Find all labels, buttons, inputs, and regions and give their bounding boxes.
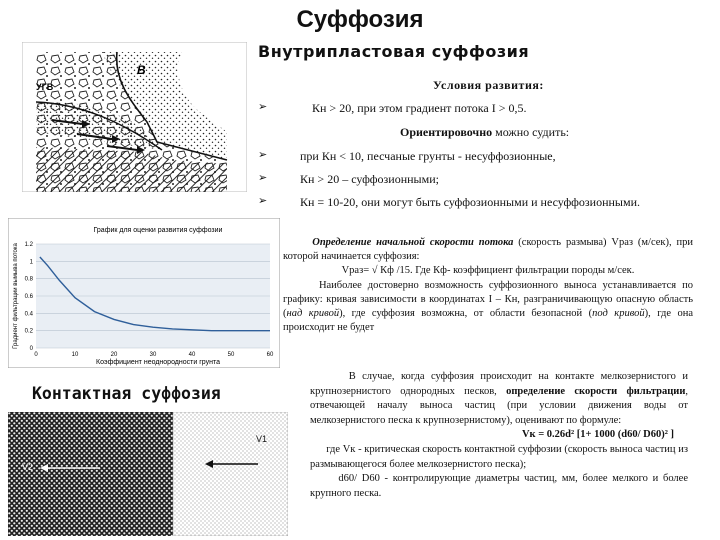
suffosion-diagram [22, 42, 247, 192]
contact-text-2: , отвечающей началу выноса частиц (при условии движения воды от мелкозернистого песка к крупнозернистому), оценивают по формуле: [310, 385, 688, 426]
velocity-formula: Vраз= √ Кф /15. Где Кф- коэффициент фильтрации породы м/сек. [341, 265, 635, 277]
arrow-bullet-icon: ➢ [258, 148, 268, 161]
oriented-rest: можно судить: [492, 125, 570, 139]
velocity-paragraph [283, 236, 693, 335]
page-title: Суффозия [296, 6, 424, 33]
arrow-bullet-icon: ➢ [258, 100, 268, 113]
velocity-italic-1: над кривой [286, 308, 340, 320]
contact-label-v1: V1 [256, 434, 268, 444]
arrow-bullet-icon: ➢ [258, 194, 268, 207]
chart-ytick-label: 0.6 [24, 294, 33, 300]
section-subtitle: Внутрипластовая суффозия [258, 42, 530, 61]
contact-label-v2: V2 [22, 462, 34, 472]
chart-ytick-label: 0.4 [24, 311, 33, 318]
velocity-text-4: ), где суффозия возможна, от области безопасной ( [339, 308, 593, 320]
chart-xtick-label: 10 [71, 352, 79, 358]
velocity-text-3: Наиболее достоверно возможность суффозионного выноса устанавливается по графику: кривая зависимости в координатах I – Кн, разграничивающую опасную область ( [283, 279, 693, 320]
contact-text-4: d60/ D60 - контролирующие диаметры частиц, мм, более мелкого и более крупного песка. [310, 473, 688, 499]
contact-formula: Vк = 0.26d² [1+ 1000 (d60/ D60)² ] [521, 429, 674, 441]
contact-text-1: В случае, когда суффозия происходит на контакте мелкозернистого и крупнозернистого однородных песков, [310, 371, 688, 397]
contact-text-3: где Vк - критическая скорость контактной суффозии (скорость выноса частиц из размывающегося более мелкозернистого песка); [310, 443, 689, 470]
chart-xtick-label: 20 [110, 352, 118, 358]
condition-item-1: Кн > 20, при этом градиент потока I > 0,5. [312, 101, 527, 115]
velocity-italic-2: под кривой [592, 308, 645, 320]
chart-ytick-label: 0 [29, 346, 33, 352]
conditions-title: Условия развития: [433, 78, 544, 92]
chart-title: График для оценки развития суффозии [93, 227, 223, 234]
chart-ytick-label: 1 [29, 259, 33, 266]
chart-xtick-label: 50 [227, 352, 235, 358]
chart-ylabel: Градиент фильтрации вымыва потока [13, 243, 19, 349]
velocity-heading: Определение начальной скорости потока [312, 237, 514, 248]
condition-item-3: Кн > 20 – суффозионными; [300, 172, 439, 186]
oriented-line [400, 125, 569, 140]
condition-item-4: Кн = 10-20, они могут быть суффозионными и несуффозионными. [300, 195, 641, 209]
arrow-bullet-icon: ➢ [258, 171, 268, 184]
diagram-label-b: B [137, 63, 146, 77]
velocity-text-1: (скорость размыва) Vраз (м/сек), при которой начинается суффозия: [283, 237, 694, 263]
chart-xtick-label: 0 [34, 352, 38, 358]
contact-suffosion-title: Контактная суффозия [32, 384, 221, 403]
chart-xtick-label: 60 [266, 352, 274, 358]
chart-ytick-label: 0.8 [24, 276, 33, 283]
chart-xtick-label: 30 [149, 352, 157, 358]
chart-ytick-label: 0.2 [24, 328, 33, 335]
oriented-bold: Ориентировочно [400, 125, 493, 139]
suffosion-chart [8, 218, 280, 368]
chart-xtick-label: 40 [188, 352, 196, 358]
contact-bold: определение скорости фильтрации [506, 385, 686, 397]
velocity-text-5: ), где она происходит не будет [283, 308, 693, 334]
diagram-label-ugv: УГВ [36, 82, 54, 92]
chart-xlabel: Коэффициент неоднородности грунта [96, 359, 220, 366]
chart-ytick-label: 1.2 [24, 242, 33, 248]
contact-diagram [8, 412, 288, 536]
contact-paragraph [310, 370, 688, 501]
condition-item-2: при Кн < 10, песчаные грунты - несуффозионные, [300, 149, 556, 163]
